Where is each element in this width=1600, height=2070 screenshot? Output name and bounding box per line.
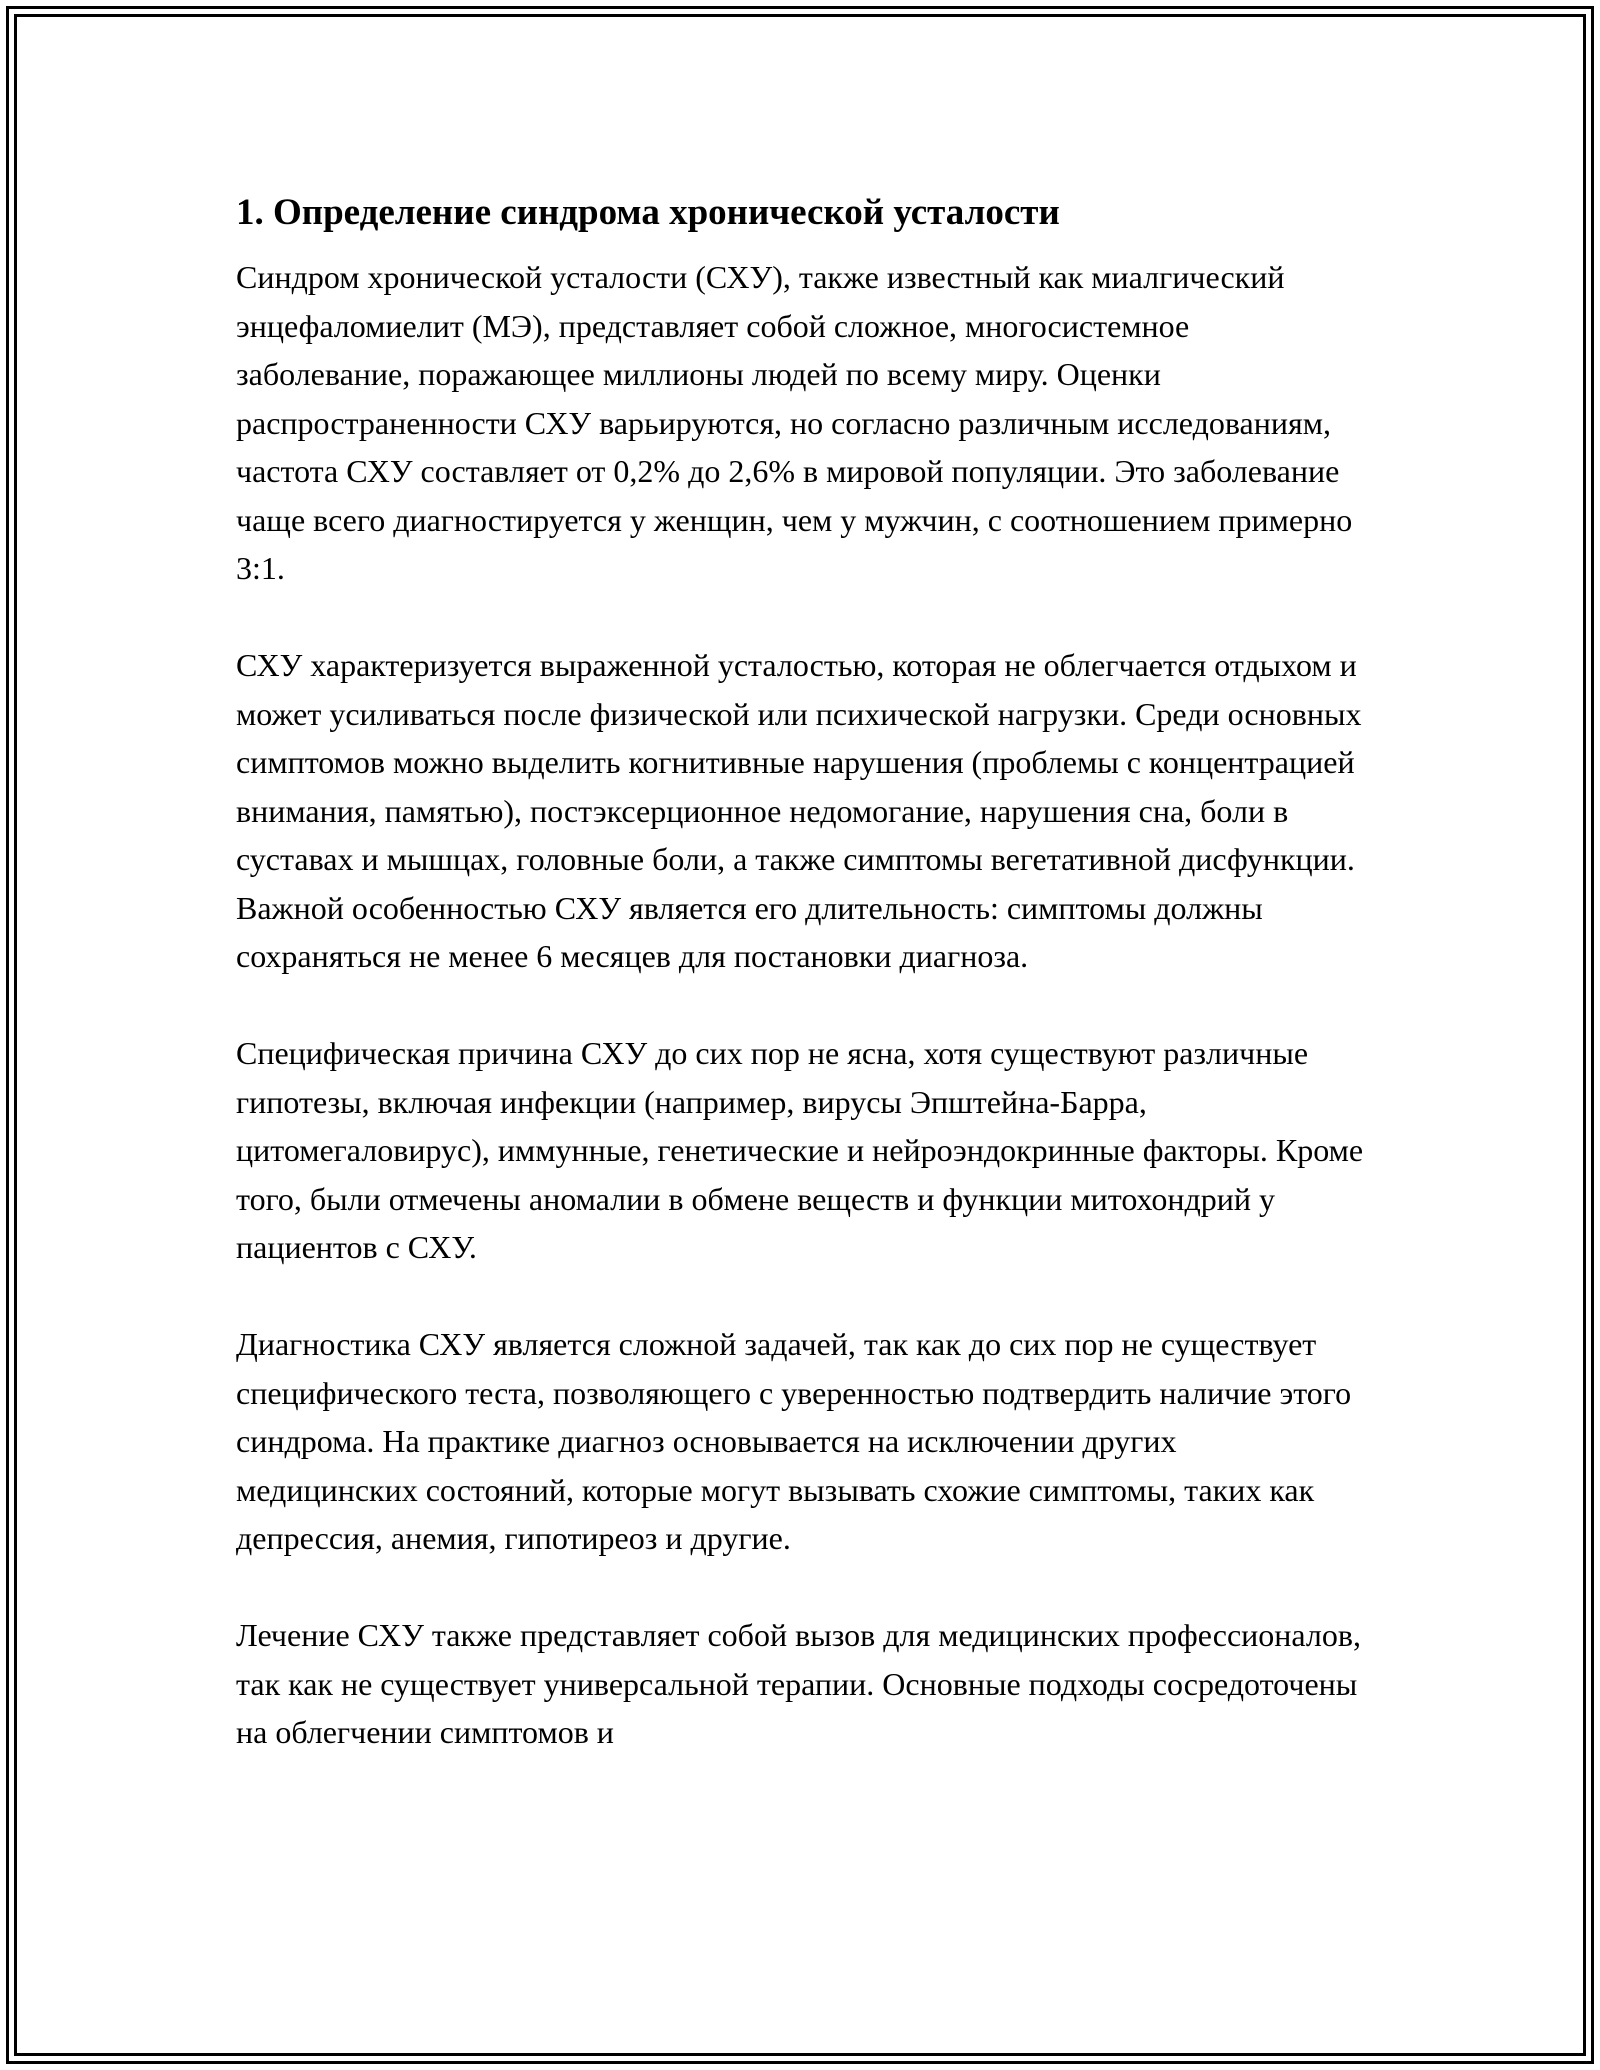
paragraph-definition: Синдром хронической усталости (СХУ), также известный как миалгический энцефаломиелит (МЭ), представляет собой сложное, многосистемное заболевание, поражающее миллионы людей по всему миру. Оценки распространенности СХУ варьируются, но согласно различным исследованиям, частота СХУ составляет от 0,2% до 2,6% в мировой популяции. Это заболевание чаще всего диагностируется у женщин, чем у мужчин, с соотношением примерно 3:1. xyxy=(236,259,1353,586)
paragraph-causes: Специфическая причина СХУ до сих пор не ясна, хотя существуют различные гипотезы, включая инфекции (например, вирусы Эпштейна-Барра, цитомегаловирус), иммунные, генетические и нейроэндокринные факторы. Кроме того, были отмечены аномалии в обмене веществ и функции митохондрий у пациентов с СХУ. xyxy=(236,1035,1364,1265)
paragraph-treatment: Лечение СХУ также представляет собой вызов для медицинских профессионалов, так как не существует универсальной терапии. Основные подходы сосредоточены на облегчении симптомов и xyxy=(236,1617,1361,1750)
section-heading: 1. Определение синдрома хронической усталости xyxy=(236,192,1060,233)
paragraph-symptoms: СХУ характеризуется выраженной усталостью, которая не облегчается отдыхом и может усиливаться после физической или психической нагрузки. Среди основных симптомов можно выделить когнитивные нарушения (проблемы с концентрацией внимания, памятью), постэксерционное недомогание, нарушения сна, боли в суставах и мышцах, головные боли, а также симптомы вегетативной дисфункции. Важной особенностью СХУ является его длительность: симптомы должны сохраняться не менее 6 месяцев для постановки диагноза. xyxy=(236,647,1362,974)
paragraph-diagnostics: Диагностика СХУ является сложной задачей, так как до сих пор не существует специфического теста, позволяющего с уверенностью подтвердить наличие этого синдрома. На практике диагноз основывается на исключении других медицинских состояний, которые могут вызывать схожие симптомы, таких как депрессия, анемия, гипотиреоз и другие. xyxy=(236,1326,1352,1556)
document-body xyxy=(236,186,1366,1757)
